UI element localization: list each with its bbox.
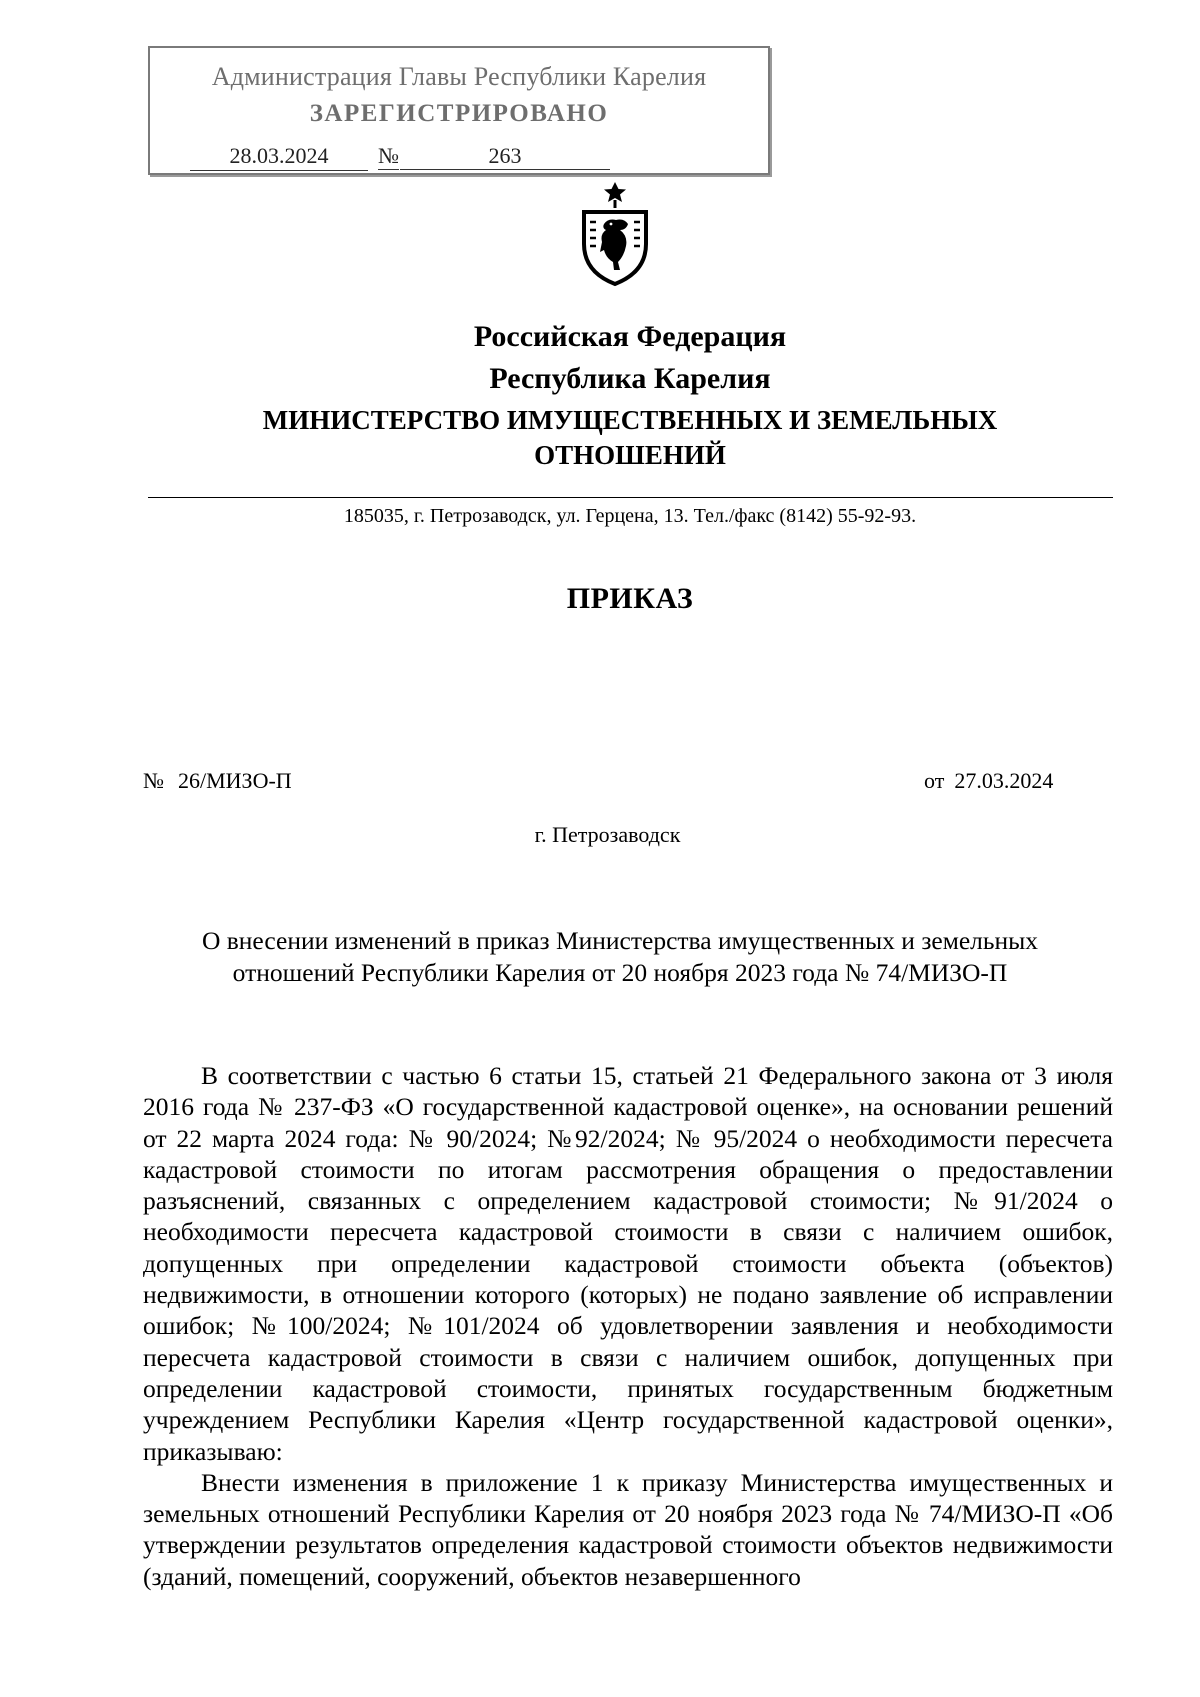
body-paragraph-2: Внести изменения в приложение 1 к приказу Министерства имущественных и земельных отношений Республики Карелия от 20 ноября 2023 года № 74/МИЗО-П «Об утверждении результатов определения кадастровой стоимости объектов недвижимости (зданий, помещений, сооружений, объектов незавершенного	[143, 1467, 1113, 1591]
karelia-coat-of-arms-icon	[576, 180, 654, 288]
stamp-date: 28.03.2024	[190, 143, 368, 171]
stamp-authority: Администрация Главы Республики Карелия	[211, 62, 707, 91]
order-date	[924, 768, 1053, 794]
order-number-label: №	[143, 768, 164, 793]
order-number	[143, 768, 292, 794]
order-number-value: 26/МИЗО-П	[178, 768, 292, 793]
stamp-status: ЗАРЕГИСТРИРОВАНО	[309, 100, 609, 127]
order-subject	[120, 925, 1120, 989]
ministry-heading-line1: МИНИСТЕРСТВО ИМУЩЕСТВЕННЫХ И ЗЕМЕЛЬНЫХ	[262, 405, 998, 435]
header-divider	[148, 497, 1113, 498]
country-heading: Российская Федерация	[473, 320, 787, 353]
document-title: ПРИКАЗ	[566, 582, 694, 615]
order-date-label: от	[924, 768, 945, 793]
subject-line2: отношений Республики Карелия от 20 ноября 2023 года № 74/МИЗО-П	[232, 958, 1008, 987]
registration-stamp	[148, 46, 770, 175]
stamp-number: 263	[400, 143, 610, 170]
stamp-number-label: №	[378, 143, 399, 168]
order-date-value: 27.03.2024	[954, 768, 1054, 793]
order-city: г. Петрозаводск	[534, 822, 681, 847]
ministry-address: 185035, г. Петрозаводск, ул. Герцена, 13. Тел./факс (8142) 55-92-93.	[343, 505, 917, 527]
ministry-heading-line2: ОТНОШЕНИЙ	[534, 440, 726, 470]
subject-line1: О внесении изменений в приказ Министерства имущественных и земельных	[201, 926, 1039, 955]
body-paragraph-1: В соответствии с частью 6 статьи 15, статьей 21 Федерального закона от 3 июля 2016 года № 237-ФЗ «О государственной кадастровой оценке», на основании решений от 22 марта 2024 года: № 90/2024; №92/2024; № 95/2024 о необходимости пересчета кадастровой стоимости по итогам рассмотрения обращения о предоставлении разъяснений, связанных с определением кадастровой стоимости; №91/2024 о необходимости пересчета кадастровой стоимости в связи с наличием ошибок, допущенных при определении кадастровой стоимости объекта (объектов) недвижимости, в отношении которого (которых) не подано заявление об исправлении ошибок; №100/2024; №101/2024 об удовлетворении заявления и необходимости пересчета кадастровой стоимости в связи с наличием ошибок, допущенных при определении кадастровой стоимости, принятых государственным бюджетным учреждением Республики Карелия «Центр государственной кадастровой оценки», приказываю:	[143, 1061, 1113, 1466]
order-body	[143, 1060, 1113, 1592]
region-heading: Республика Карелия	[489, 362, 771, 395]
